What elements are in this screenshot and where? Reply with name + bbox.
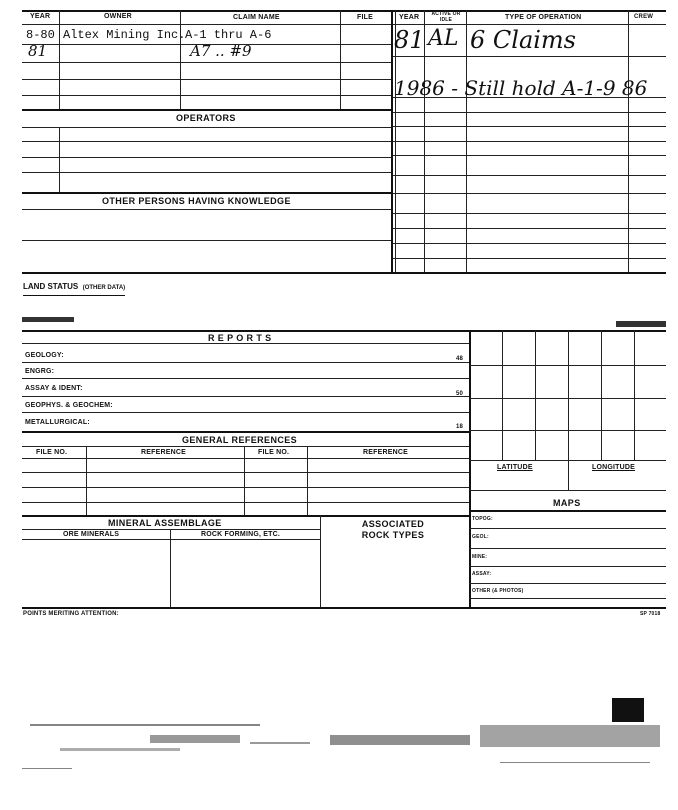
maps-mine: MINE: — [472, 554, 488, 560]
report-assay-num: 50 — [456, 391, 464, 397]
owner-row-owner: Altex Mining Inc. — [63, 28, 186, 42]
land-status-sub: (OTHER DATA) — [82, 285, 126, 291]
report-metallurgical: METALLURGICAL: — [25, 419, 90, 426]
maps-other: OTHER (& PHOTOS) — [472, 588, 524, 594]
report-geology: GEOLOGY: — [25, 352, 64, 359]
activity-type: 6 Claims — [470, 26, 576, 54]
report-geology-num: 48 — [456, 356, 464, 362]
header-type-of-operation: TYPE OF OPERATION — [505, 14, 582, 21]
header-year-2: YEAR — [399, 14, 420, 21]
reports-title: R E P O R T S — [208, 333, 272, 343]
other-persons-label: OTHER PERSONS HAVING KNOWLEDGE — [102, 196, 291, 206]
header-file: FILE — [357, 14, 373, 21]
operators-label: OPERATORS — [176, 113, 236, 123]
report-assay: ASSAY & IDENT: — [25, 385, 83, 392]
maps-topog: TOPOG: — [472, 516, 493, 522]
header-year: YEAR — [30, 13, 51, 20]
activity-year: 81 — [394, 26, 425, 54]
report-engrg: ENGRG: — [25, 368, 55, 375]
header-active-or-idle: ACTIVE OR IDLE — [431, 11, 461, 23]
form-number: SP 7018 — [640, 611, 661, 617]
land-status — [23, 276, 125, 296]
header-claim-name: CLAIM NAME — [233, 14, 280, 21]
owner-row-claim: A-1 thru A-6 — [185, 28, 272, 42]
longitude-label: LONGITUDE — [592, 464, 636, 471]
points-meriting-attention: POINTS MERITING ATTENTION: — [23, 611, 119, 617]
latitude-label: LATITUDE — [497, 464, 533, 471]
report-geophys: GEOPHYS. & GEOCHEM: — [25, 402, 113, 409]
ref-reference: REFERENCE — [141, 449, 186, 456]
report-metallurgical-num: 18 — [456, 424, 464, 430]
header-crew: CREW — [634, 14, 654, 20]
owner-row-year: 8-80 — [26, 28, 55, 42]
header-owner: OWNER — [104, 13, 132, 20]
ref-reference-2: REFERENCE — [363, 449, 408, 456]
general-references-title: GENERAL REFERENCES — [182, 435, 298, 445]
land-status-label: LAND STATUS — [23, 282, 79, 291]
mineral-assemblage-title: MINERAL ASSEMBLAGE — [108, 518, 222, 528]
ore-minerals-label: ORE MINERALS — [63, 531, 120, 538]
ref-file-no-2: FILE NO. — [258, 449, 290, 456]
activity-note: 1986 - Still hold A-1-9 86 — [394, 76, 648, 100]
associated-rock-types: ASSOCIATED ROCK TYPES — [361, 519, 425, 540]
ref-file-no: FILE NO. — [36, 449, 68, 456]
maps-assay: ASSAY: — [472, 571, 492, 577]
maps-title: MAPS — [553, 498, 581, 508]
owner-row-2-claim: A7 .. #9 — [190, 42, 252, 60]
rock-forming-label: ROCK FORMING, ETC. — [201, 531, 281, 538]
activity-active: AL — [428, 26, 459, 51]
owner-row-2-year: 81 — [28, 42, 48, 60]
maps-geol: GEOL: — [472, 534, 489, 540]
